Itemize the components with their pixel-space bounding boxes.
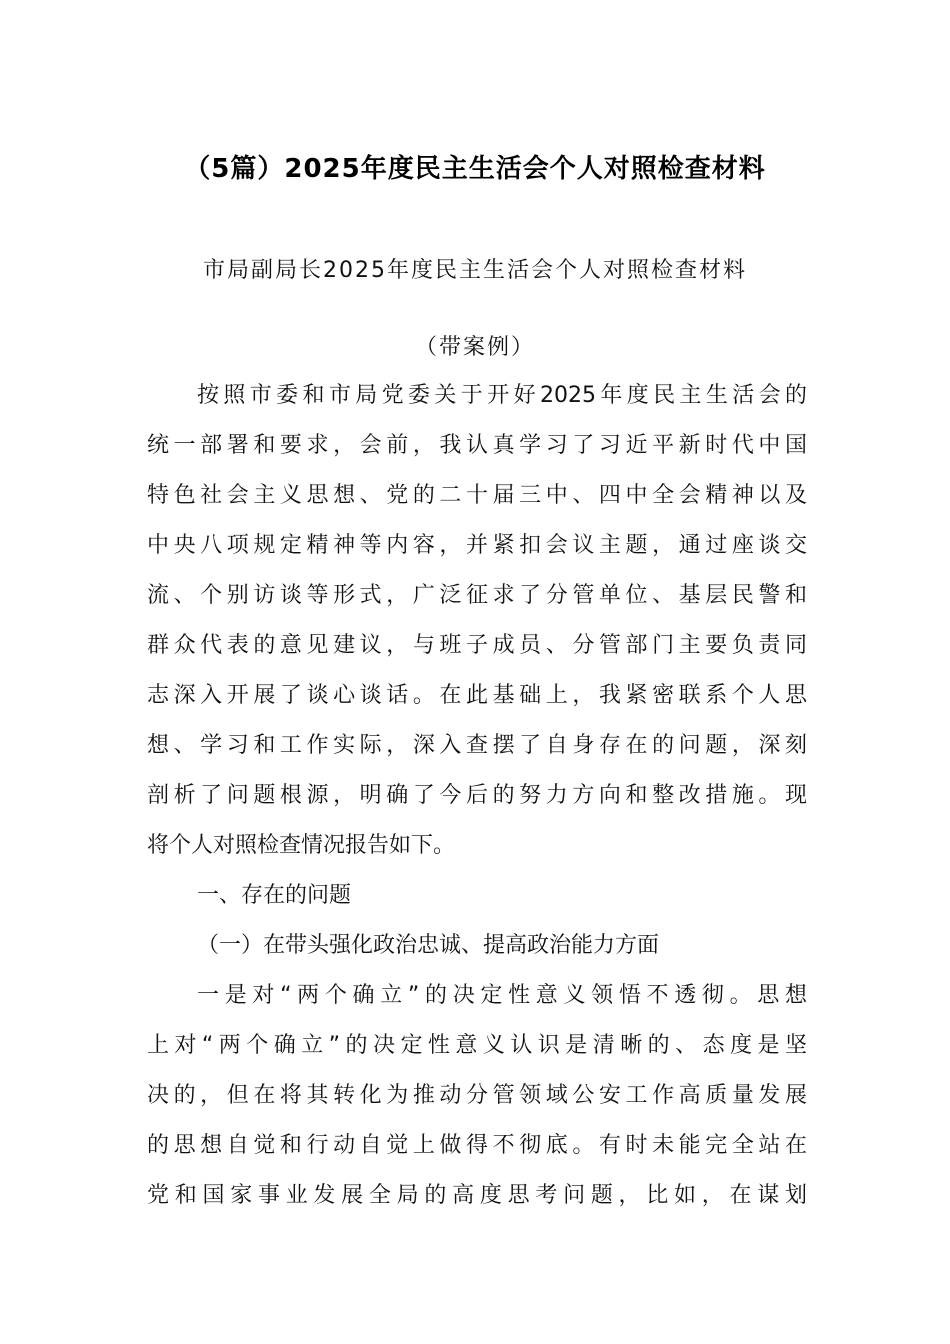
paragraph-line: 中央八项规定精神等内容，并紧扣会议主题，通过座谈交 [147,533,807,558]
paragraph-line: 流、个别访谈等形式，广泛征求了分管单位、基层民警和 [147,583,807,608]
paragraph-line: 按照市委和市局党委关于开好2025年度民主生活会的 [197,383,807,408]
paragraph-line: （一）在带头强化政治忠诚、提高政治能力方面 [197,933,660,958]
paragraph-line: 想、学习和工作实际，深入查摆了自身存在的问题，深刻 [147,733,807,758]
document-title: （5篇）2025年度民主生活会个人对照检查材料 [184,154,766,184]
paragraph-line: 上对“两个确立”的决定性意义认识是清晰的、态度是坚 [147,1033,807,1058]
paragraph-line: 一、存在的问题 [197,883,352,908]
paragraph-line: 统一部署和要求，会前，我认真学习了习近平新时代中国 [147,433,807,458]
paragraph-line: 决的，但在将其转化为推动分管领域公安工作高质量发展 [147,1083,807,1108]
paragraph-line: 群众代表的意见建议，与班子成员、分管部门主要负责同 [147,633,807,658]
paragraph-line: 特色社会主义思想、党的二十届三中、四中全会精神以及 [147,483,807,508]
paragraph-line: 将个人对照检查情况报告如下。 [147,833,456,858]
paragraph-line: 的思想自觉和行动自觉上做得不彻底。有时未能完全站在 [147,1133,807,1158]
paragraph-line: 一是对“两个确立”的决定性意义领悟不透彻。思想 [197,983,807,1008]
document-subnote: （带案例） [414,335,535,360]
paragraph-line: 剖析了问题根源，明确了今后的努力方向和整改措施。现 [147,783,807,808]
document-subtitle: 市局副局长2025年度民主生活会个人对照检查材料 [203,258,747,283]
paragraph-line: 党和国家事业发展全局的高度思考问题，比如，在谋划 [147,1183,807,1208]
paragraph-line: 志深入开展了谈心谈话。在此基础上，我紧密联系个人思 [147,683,807,708]
document-body [147,378,807,1228]
